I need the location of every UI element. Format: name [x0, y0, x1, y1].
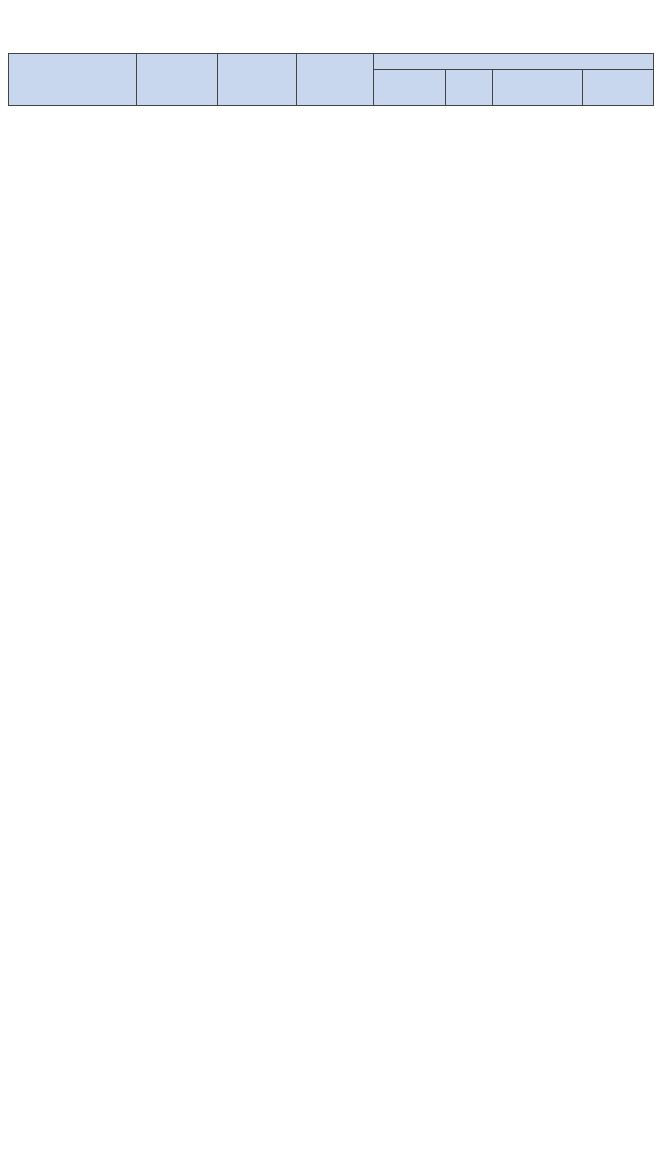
header-subtotal: [374, 70, 446, 106]
header-vaccination: [137, 54, 218, 106]
header-general: [297, 54, 374, 106]
header-major: [583, 70, 654, 106]
table-header: [9, 54, 654, 106]
header-serious: [374, 54, 654, 70]
header-total: [218, 54, 297, 106]
header-anaphylaxis: [493, 70, 583, 106]
header-gubun: [9, 54, 137, 106]
adverse-event-table: [8, 53, 654, 106]
header-death: [446, 70, 493, 106]
